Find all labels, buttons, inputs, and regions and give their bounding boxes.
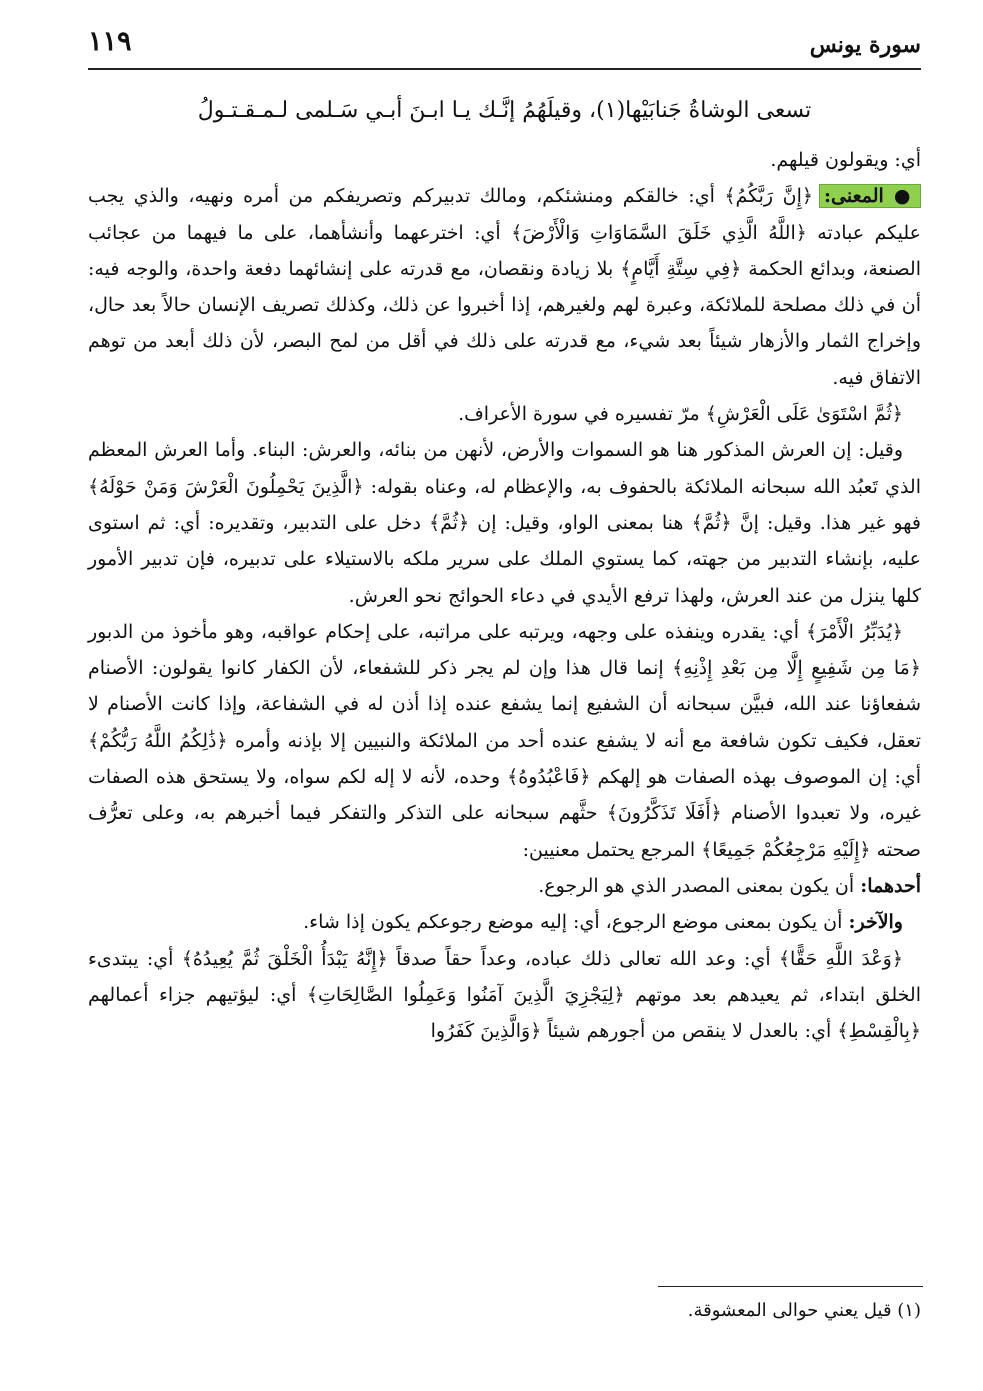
surah-title: سورة يونس	[809, 32, 921, 58]
page-header	[88, 18, 921, 70]
page-body	[88, 82, 921, 1049]
paragraph-4: وقيل: إن العرش المذكور هنا هو السموات والأرض، لأنهن من بنائه، والعرش: البناء. وأما العرش المعظم الذي تَعبُد الله سبحانه الملائكة بالحفوف به، والإعظام له، وعناه بقوله: ﴿الَّذِينَ يَحْمِلُونَ الْعَرْشَ وَمَنْ حَوْلَهُ﴾ فهو غير هذا. وقيل: إنَّ ﴿ثُمَّ﴾ هنا بمعنى الواو، وقيل: إن ﴿ثُمَّ﴾ دخل على التدبير، وتقديره: أي: ثم استوى عليه، بإنشاء التدبير من جهته، كما يستوي الملك على سرير ملكه بالاستيلاء على تدبيره، فإن تدبير الأمور كلها ينزل من عند العرش، ولهذا ترفع الأيدي في دعاء الحوائج نحو العرش.	[88, 439, 921, 607]
page-number: ١١٩	[88, 26, 132, 57]
paragraph-8: ﴿وَعْدَ اللَّهِ حَقًّا﴾ أي: وعد الله تعالى ذلك عباده، وعداً حقاً صدقاً ﴿إِنَّهُ يَبْدَأُ الْخَلْقَ ثُمَّ يُعِيدُهُ﴾ أي: يبتدىء الخلق ابتداء، ثم يعيدهم بعد موتهم ﴿لِيَجْزِيَ الَّذِينَ آمَنُوا وَعَمِلُوا الصَّالِحَاتِ﴾ أي: ليؤتيهم جزاء أعمالهم ﴿بِالْقِسْطِ﴾ أي: بالعدل لا ينقص من أجورهم شيئاً ﴿وَالَّذِينَ كَفَرُوا	[88, 947, 921, 1043]
poetry-verse: تسعى الوشاةُ جَنابَيْها(١)، وقيلَهُمُ إنَّـك يـا ابـنَ أبـي سَـلمى لـمـقـتـولُ	[197, 98, 812, 123]
paragraph-7	[88, 904, 921, 940]
paragraph-6	[88, 868, 921, 904]
footnote: (١) قيل يعني حوالى المعشوقة.	[687, 1300, 921, 1321]
paragraph-1: أي: ويقولون قيلهم.	[770, 149, 921, 171]
paragraph-7-lead: والآخر:	[848, 911, 903, 934]
paragraph-5: ﴿يُدَبِّرُ الْأَمْرَ﴾ أي: يقدره وينفذه على وجهه، ويرتبه على مراتبه، على إحكام عواقبه، وهو مأخوذ من الدبور ﴿مَا مِن شَفِيعٍ إِلَّا مِن بَعْدِ إِذْنِهِ﴾ إنما قال هذا وإن لم يجر ذكر للشفعاء، لأن الكفار كانوا يقولون: الأصنام شفعاؤنا عند الله، فبيَّن سبحانه أن الشفيع إنما يشفع عنده إذا أذن له في الشفاعة، وإذا كانت الأصنام لا تعقل، فكيف تكون شافعة مع أنه لا يشفع عنده أحد من الملائكة والنبيين إلا بإذنه وأمره ﴿ذَٰلِكُمُ اللَّهُ رَبُّكُمْ﴾ أي: إن الموصوف بهذه الصفات هو إلهكم ﴿فَاعْبُدُوهُ﴾ وحده، لأنه لا إله لكم سواه، ولا يستحق هذه الصفات غيره، ولا تعبدوا الأصنام ﴿أَفَلَا تَذَكَّرُونَ﴾ حثَّهم سبحانه على التذكر والتفكر فيما أخبرهم به، وعلى تعرُّف صحته ﴿إِلَيْهِ مَرْجِعُكُمْ جَمِيعًا﴾ المرجع يحتمل معنيين:	[88, 620, 921, 861]
paragraph-7-text: أن يكون بمعنى موضع الرجوع، أي: إليه موضع رجوعكم يكون إذا شاء.	[303, 911, 849, 934]
paragraph-2-text: ﴿إِنَّ رَبَّكُمُ﴾ أي: خالقكم ومنشئكم، ومالك تدبيركم وتصريفكم من أمره ونهيه، والذي يجب عليكم عبادته ﴿اللَّهُ الَّذِي خَلَقَ السَّمَاوَاتِ وَالْأَرْضَ﴾ أي: اخترعهما وأنشأهما، على ما فيهما من عجائب الصنعة، وبدائع الحكمة ﴿فِي سِتَّةِ أَيَّامٍ﴾ بلا زيادة ونقصان، مع قدرته على إنشائهما دفعة واحدة، والوجه فيه: أن في ذلك مصلحة للملائكة، وعبرة لهم ولغيرهم، إذا أخبروا عن ذلك، وكذلك تصريف الإنسان حالاً بعد حال، وإخراج الثمار والأزهار شيئاً بعد شيء، مع قدرته على ذلك في أقل من لمح البصر، لأن ذلك أبعد من توهم الاتفاق فيه.	[88, 185, 921, 389]
paragraph-6-lead: أحدهما:	[860, 874, 921, 897]
paragraph-6-text: أن يكون بمعنى المصدر الذي هو الرجوع.	[538, 874, 861, 897]
meaning-label: ● المعنى:	[819, 184, 921, 208]
paragraph-2	[88, 178, 921, 396]
paragraph-3: ﴿ثُمَّ اسْتَوَىٰ عَلَى الْعَرْشِ﴾ مرّ تفسيره في سورة الأعراف.	[458, 403, 903, 426]
footnote-separator	[658, 1286, 923, 1287]
